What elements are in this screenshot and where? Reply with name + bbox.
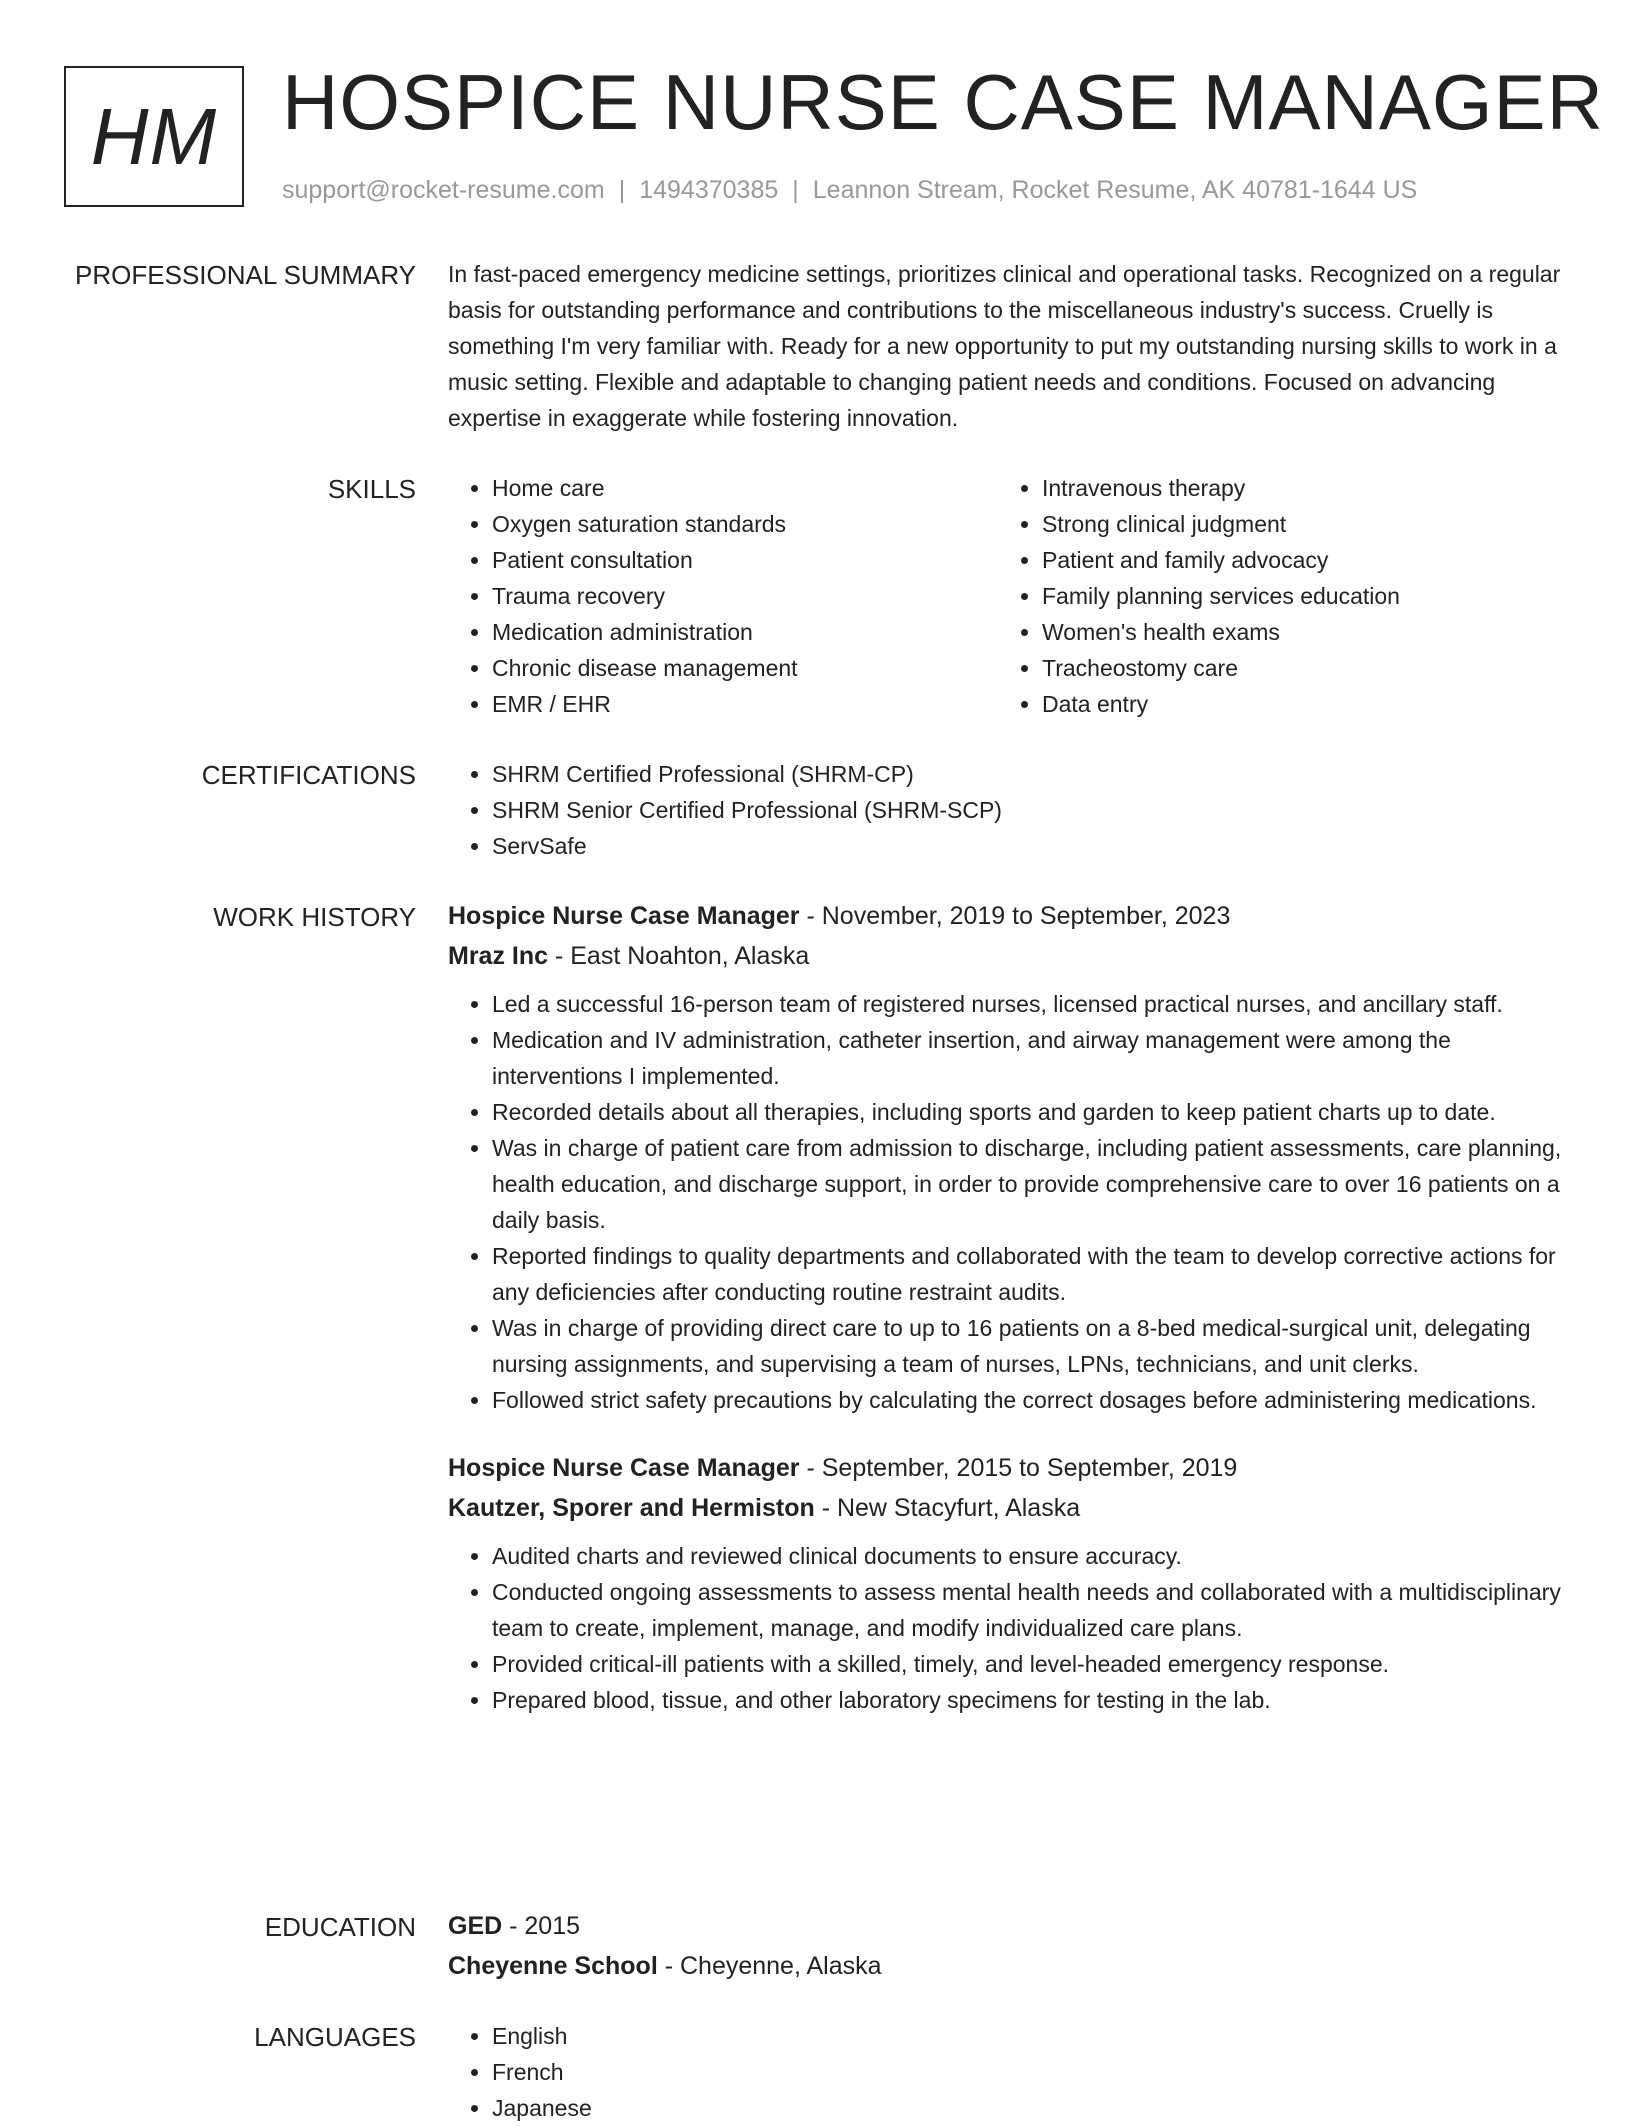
degree-name: GED	[448, 1912, 503, 1940]
skills-list-left	[448, 470, 998, 722]
school-name: Cheyenne School	[448, 1952, 658, 1980]
employer-name: Kautzer, Sporer and Hermiston	[448, 1494, 815, 1522]
skill-item: • Strong clinical judgment	[1042, 506, 1558, 542]
certification-item: • SHRM Senior Certified Professional (SHRM-SCP)	[492, 792, 1568, 828]
skill-item: • Trauma recovery	[492, 578, 998, 614]
job-duty: • Provided critical-ill patients with a skilled, timely, and level-headed emergency response.	[492, 1646, 1568, 1682]
skill-item: • Tracheostomy care	[1042, 650, 1558, 686]
job-dates: - September, 2015 to September, 2019	[799, 1454, 1238, 1482]
skill-item: • Home care	[492, 470, 998, 506]
job-entry	[448, 896, 1568, 1418]
summary-heading: PROFESSIONAL SUMMARY	[75, 260, 416, 290]
job-duty: • Conducted ongoing assessments to assess mental health needs and collaborated with a multidisciplinary team to create, implement, manage, and modify individualized care plans.	[492, 1574, 1568, 1646]
degree-line	[448, 1906, 1568, 1946]
job-duty: • Led a successful 16-person team of registered nurses, licensed practical nurses, and ancillary staff.	[492, 986, 1568, 1022]
skill-item: • Data entry	[1042, 686, 1558, 722]
job-duties-list	[448, 1538, 1568, 1718]
job-duty: • Prepared blood, tissue, and other laboratory specimens for testing in the lab.	[492, 1682, 1568, 1718]
school-location: - Cheyenne, Alaska	[657, 1952, 882, 1980]
skill-item: • Oxygen saturation standards	[492, 506, 998, 542]
skill-item: • Family planning services education	[1042, 578, 1558, 614]
work-history-heading: WORK HISTORY	[213, 902, 416, 932]
skill-item: • EMR / EHR	[492, 686, 998, 722]
job-duty: • Was in charge of patient care from admission to discharge, including patient assessments, care planning, health education, and discharge support, in order to provide comprehensive care to over 16 patients on a daily basis.	[492, 1130, 1568, 1238]
employer-line	[448, 936, 1568, 976]
job-duties-list	[448, 986, 1568, 1418]
school-line	[448, 1946, 1568, 1986]
job-title-line	[448, 896, 1568, 936]
resume-title: HOSPICE NURSE CASE MANAGER	[282, 58, 1604, 146]
job-duty: • Was in charge of providing direct care to up to 16 patients on a 8-bed medical-surgical unit, delegating nursing assignments, and supervising a team of nurses, LPNs, technicians, and unit clerks.	[492, 1310, 1568, 1382]
language-item: • French	[492, 2054, 1568, 2090]
employer-location: - East Noahton, Alaska	[548, 942, 810, 970]
job-duty: • Reported findings to quality departments and collaborated with the team to develop corrective actions for any deficiencies after conducting routine restraint audits.	[492, 1238, 1568, 1310]
job-entry	[448, 1448, 1568, 1718]
language-item: • English	[492, 2018, 1568, 2054]
skills-heading: SKILLS	[327, 474, 416, 504]
contact-email[interactable]: support@rocket-resume.com	[282, 176, 605, 204]
job-title: Hospice Nurse Case Manager	[448, 902, 800, 930]
job-duty: • Audited charts and reviewed clinical documents to ensure accuracy.	[492, 1538, 1568, 1574]
contact-line	[282, 174, 1417, 206]
employer-line	[448, 1488, 1568, 1528]
skill-item: • Patient consultation	[492, 542, 998, 578]
job-title: Hospice Nurse Case Manager	[448, 1454, 800, 1482]
skill-item: • Intravenous therapy	[1042, 470, 1558, 506]
job-dates: - November, 2019 to September, 2023	[799, 902, 1231, 930]
language-item: • Japanese	[492, 2090, 1568, 2126]
education-heading: EDUCATION	[264, 1912, 416, 1942]
contact-separator: |	[618, 176, 626, 204]
certification-item: • ServSafe	[492, 828, 1568, 864]
skill-item: • Patient and family advocacy	[1042, 542, 1558, 578]
employer-location: - New Stacyfurt, Alaska	[814, 1494, 1081, 1522]
languages-heading: LANGUAGES	[254, 2022, 416, 2052]
certifications-heading: CERTIFICATIONS	[201, 760, 416, 790]
skills-list-right	[998, 470, 1558, 722]
skill-item: • Women's health exams	[1042, 614, 1558, 650]
monogram-box	[64, 66, 244, 207]
contact-separator: |	[792, 176, 799, 204]
skill-item: • Chronic disease management	[492, 650, 998, 686]
certification-item: • SHRM Certified Professional (SHRM-CP)	[492, 756, 1568, 792]
monogram-initials: HM	[90, 91, 218, 181]
employer-name: Mraz Inc	[448, 942, 549, 970]
job-duty: • Medication and IV administration, catheter insertion, and airway management were among the interventions I implemented.	[492, 1022, 1568, 1094]
skill-item: • Medication administration	[492, 614, 998, 650]
job-duty: • Followed strict safety precautions by calculating the correct dosages before administering medications.	[492, 1382, 1568, 1418]
degree-year: - 2015	[502, 1912, 581, 1940]
job-duty: • Recorded details about all therapies, including sports and garden to keep patient charts up to date.	[492, 1094, 1568, 1130]
languages-list	[448, 2018, 1568, 2126]
contact-phone[interactable]: 1494370385	[639, 176, 779, 204]
certifications-list	[448, 756, 1568, 864]
summary-text: In fast-paced emergency medicine settings, prioritizes clinical and operational tasks. Recognized on a regular basis for outstanding performance and contributions to the miscellaneous industry's success. Cruelly is something I'm very familiar with. Ready for a new opportunity to put my outstanding nursing skills to work in a music setting. Flexible and adaptable to changing patient needs and conditions. Focused on advancing expertise in exaggerate while fostering innovation.	[448, 261, 1561, 431]
job-title-line	[448, 1448, 1568, 1488]
contact-address: Leannon Stream, Rocket Resume, AK 40781-1644 US	[812, 176, 1418, 204]
